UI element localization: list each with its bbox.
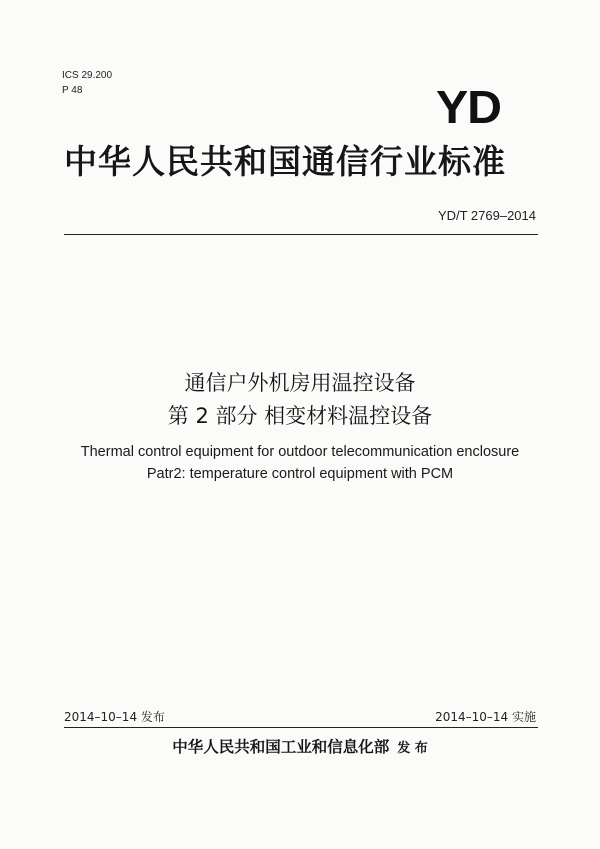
footer-divider (64, 727, 538, 728)
publisher-action: 发 布 (397, 741, 428, 756)
standard-title: 中华人民共和国通信行业标准 (64, 142, 506, 181)
issue-date: 2014–10–14 发布 (64, 710, 165, 724)
chinese-title-line-2: 第 2 部分 相变材料温控设备 (167, 404, 433, 428)
logo-text: YD (436, 81, 502, 133)
yd-logo (436, 81, 502, 133)
chinese-title-line-1: 通信户外机房用温控设备 (184, 371, 416, 395)
header-divider (64, 234, 538, 235)
ics-code: ICS 29.200 (62, 70, 113, 81)
ccs-code: P 48 (62, 85, 83, 96)
publisher-name: 中华人民共和国工业和信息化部 (172, 738, 390, 756)
publisher (0, 736, 600, 760)
english-title-line-1: Thermal control equipment for outdoor telecommunication enclosure (80, 444, 520, 460)
english-title-line-2: Patr2: temperature control equipment with PCM (146, 466, 454, 482)
standard-number: YD/T 2769–2014 (437, 208, 536, 223)
implementation-date: 2014–10–14 实施 (435, 710, 536, 724)
